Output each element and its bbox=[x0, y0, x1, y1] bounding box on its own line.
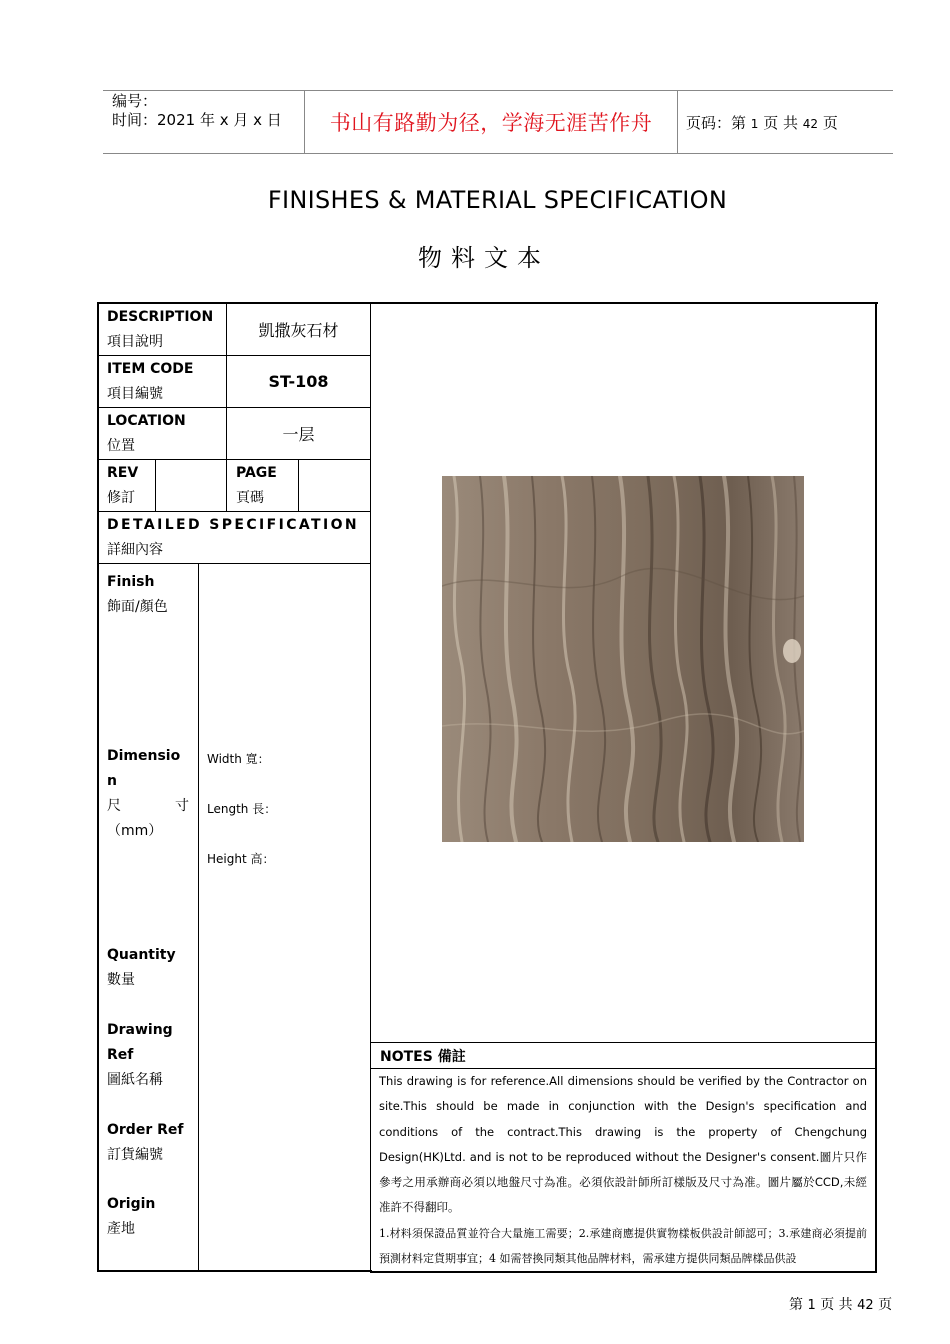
header-meta bbox=[112, 92, 282, 130]
location-label: LOCATION 位置 bbox=[107, 413, 186, 454]
document-title: FINISHES & MATERIAL SPECIFICATION bbox=[267, 186, 728, 214]
quantity-label: Quantity 數量 bbox=[107, 947, 176, 988]
form-border-left bbox=[97, 302, 99, 1272]
detailed-spec-label: DETAILED SPECIFICATION 詳細內容 bbox=[107, 517, 360, 558]
footer-page-total: 42 bbox=[857, 1298, 874, 1313]
origin-label: Origin 產地 bbox=[107, 1196, 156, 1237]
description-value: 凱撒灰石材 bbox=[258, 321, 339, 340]
header-number: 编号： bbox=[112, 92, 158, 110]
header-motto: 书山有路勤为径，学海无涯苦作舟 bbox=[329, 111, 653, 135]
order-ref-label: Order Ref 訂貨編號 bbox=[107, 1122, 184, 1163]
description-label: DESCRIPTION 項目說明 bbox=[107, 309, 214, 350]
stone-sample-image bbox=[442, 476, 804, 842]
page-value bbox=[299, 460, 370, 511]
header-divider-2 bbox=[677, 90, 678, 154]
detail-column-divider bbox=[198, 563, 199, 1271]
width-label: Width 寬： bbox=[207, 752, 270, 766]
footer-page-current: 1 bbox=[807, 1298, 816, 1313]
form-border-right bbox=[875, 302, 877, 1272]
notes-rule-top bbox=[370, 1042, 876, 1043]
height-label: Height 高： bbox=[207, 852, 275, 866]
header-time: 时间：2021 年 x 月 x 日 bbox=[112, 111, 282, 129]
footer-page-indicator: 第 1 页 共 42 页 bbox=[789, 1297, 893, 1313]
header-bottom-rule bbox=[103, 153, 893, 154]
rev-label: REV 修訂 bbox=[107, 465, 139, 506]
header-page-current: 1 bbox=[750, 117, 759, 131]
location-value: 一层 bbox=[282, 425, 315, 444]
form-border-bottom-left bbox=[97, 1270, 372, 1272]
drawing-ref-label: Drawing Ref 圖紙名稱 bbox=[107, 1022, 173, 1088]
form-border-top bbox=[97, 302, 878, 304]
header-page-indicator: 页码：第 1 页 共 42 页 bbox=[686, 114, 838, 132]
item-code-value: ST-108 bbox=[268, 372, 329, 391]
notes-paragraph-2: 1.材料須保證品質並符合大量施工需要；2.承建商應提供實物樣板供設計師認可；3.承建商必須提前預測材料定貨期事宜；4 如需替換同類其他品牌材料，需承建方提供同類品牌樣品供設 bbox=[379, 1226, 867, 1266]
form-column-divider bbox=[370, 304, 371, 1272]
finish-label: Finish 飾面/顏色 bbox=[107, 574, 168, 615]
dimension-label: Dimensio n 尺 寸 （mm） bbox=[107, 748, 189, 839]
rev-value bbox=[156, 460, 226, 511]
notes-title: NOTES 備註 bbox=[380, 1049, 466, 1065]
notes-paragraph-1: This drawing is for reference.All dimensions should be verified by the Contractor on site.This should be made in conjunction with the Design's specification and conditions of the contract.This drawing is the property of Chengchung Design(HK)Ltd. and is not to be reproduced without the Designer's consent.圖片只作參考之用承辦商必須以地盤尺寸為准。必須依設計師所訂樣版及尺寸為准。圖片屬於CCD,未經准許不得翻印。 bbox=[379, 1074, 867, 1215]
row-rule-5 bbox=[99, 563, 370, 564]
item-code-label: ITEM CODE 項目編號 bbox=[107, 361, 194, 402]
row-rule-4 bbox=[99, 511, 370, 512]
length-label: Length 長： bbox=[207, 802, 277, 816]
document-subtitle: 物料文本 bbox=[418, 244, 550, 272]
page-label: PAGE 頁碼 bbox=[236, 465, 277, 506]
header-page-total: 42 bbox=[802, 117, 819, 131]
notes-body bbox=[379, 1069, 867, 1271]
